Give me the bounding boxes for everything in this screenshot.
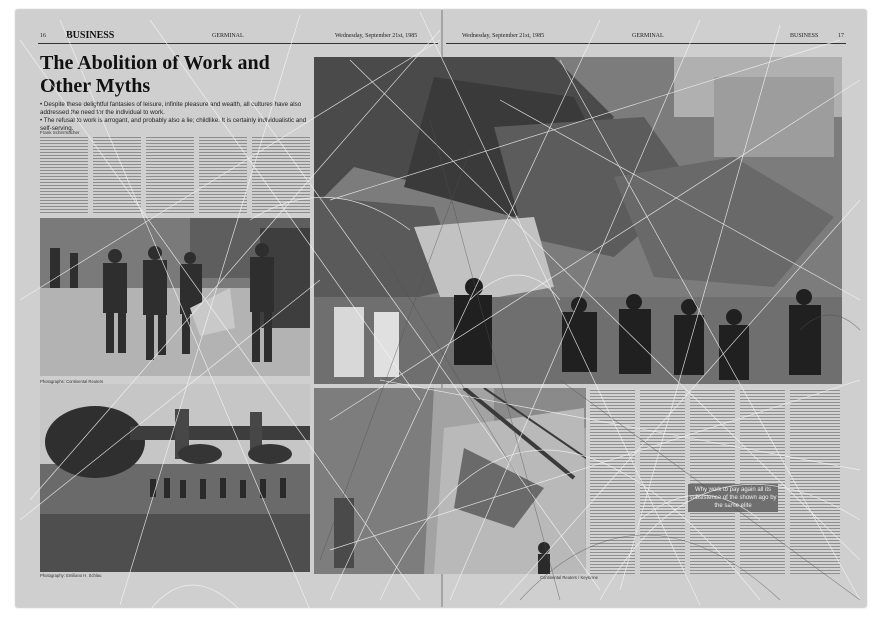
aircraft-illustration bbox=[40, 384, 310, 572]
article-headline: The Abolition of Work and Other Myths bbox=[40, 52, 270, 97]
left-masthead: GERMINAL bbox=[212, 33, 244, 39]
pull-quote: Why work to pay again all its subsistence of the shown ago by the same elite bbox=[688, 484, 778, 512]
debris-photo-caption: Continental Reuters / Keystone bbox=[540, 575, 598, 580]
right-page-number: 17 bbox=[838, 33, 844, 39]
body-column bbox=[93, 135, 141, 215]
body-column bbox=[640, 388, 685, 574]
rubble-illustration bbox=[314, 57, 842, 384]
body-column bbox=[740, 388, 785, 574]
earthquake-rubble-photo bbox=[314, 57, 842, 384]
right-masthead: GERMINAL bbox=[632, 33, 664, 39]
rescue-photo-caption: Photographs: Continental Reuters bbox=[40, 379, 104, 384]
article-byline: Frank Schirrmacher bbox=[40, 130, 80, 135]
right-header-rule bbox=[446, 43, 846, 44]
left-header-rule bbox=[38, 43, 438, 44]
right-section-label: BUSINESS bbox=[790, 33, 819, 39]
rescue-workers-photo bbox=[40, 218, 310, 376]
body-column bbox=[690, 388, 735, 574]
left-section-label: BUSINESS bbox=[66, 30, 115, 41]
collapsed-building-photo bbox=[314, 388, 586, 574]
body-column bbox=[146, 135, 194, 215]
rescue-workers-illustration bbox=[40, 218, 310, 376]
aircraft-photo-caption: Photography: Emiliano H. Schlau bbox=[40, 573, 102, 578]
article-deck-1: • Despite these delightful fantasies of leisure, infinite pleasure and wealth, all cultures have also addressed the need for the individual to work. bbox=[40, 101, 302, 116]
body-column bbox=[40, 135, 88, 215]
aircraft-photo bbox=[40, 384, 310, 572]
left-date: Wednesday, September 21st, 1985 bbox=[335, 33, 418, 39]
right-date: Wednesday, September 21st, 1985 bbox=[462, 33, 545, 39]
body-column bbox=[252, 135, 310, 215]
collapsed-building-illustration bbox=[314, 388, 586, 574]
body-column bbox=[590, 388, 635, 574]
left-page-number: 16 bbox=[40, 33, 46, 39]
body-column bbox=[790, 388, 840, 574]
body-column bbox=[199, 135, 247, 215]
article-deck-2: • The refusal to work is arrogant, and probably also a lie; childlike. It is certainly individualistic and self-serving. bbox=[40, 117, 307, 132]
